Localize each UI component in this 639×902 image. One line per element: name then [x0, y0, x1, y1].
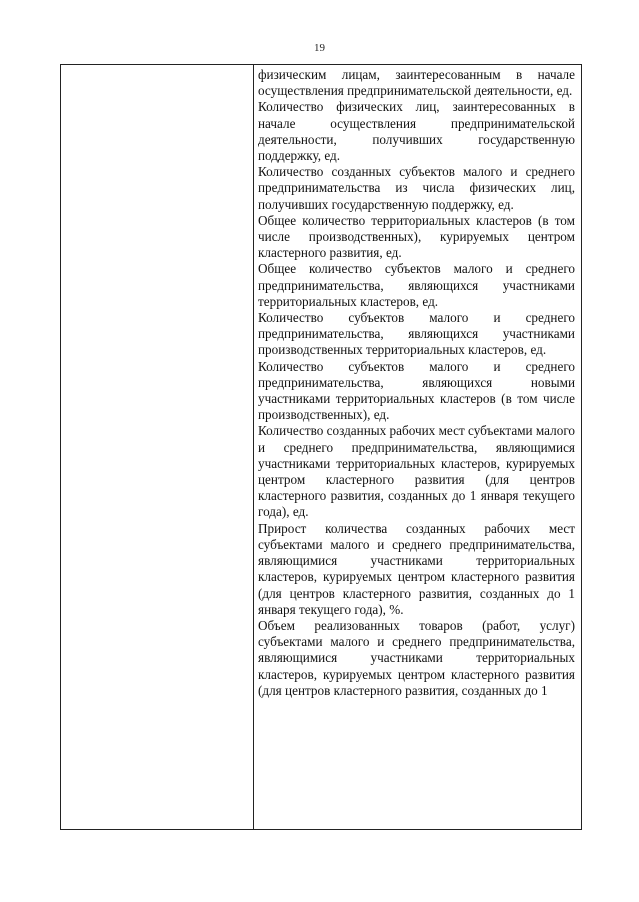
- page-number: 19: [314, 42, 325, 54]
- paragraph-4: Общее количество территориальных кластеров (в том числе производственных), курируемых центром кластерного развития, ед.: [258, 212, 575, 261]
- paragraph-10: Объем реализованных товаров (работ, услуг) субъектами малого и среднего предпринимательства, являющимися участниками территориальных кластеров, курируемых центром кластерного развития (для центров кластерного развития, созданных до 1: [258, 617, 575, 698]
- paragraph-8: Количество созданных рабочих мест субъектами малого и среднего предпринимательства, являющимися участниками территориальных кластеров, курируемых центром кластерного развития (для центров кластерного развития, созданных до 1 января текущего года), ед.: [258, 423, 575, 520]
- paragraph-5: Общее количество субъектов малого и среднего предпринимательства, являющихся участниками территориальных кластеров, ед.: [258, 261, 575, 309]
- table-cell-right: [254, 65, 582, 830]
- table-cell-left: [61, 65, 254, 830]
- paragraph-7: Количество субъектов малого и среднего предпринимательства, являющихся новыми участниками территориальных кластеров (в том числе производственных), ед.: [258, 358, 575, 423]
- paragraph-3: Количество созданных субъектов малого и среднего предпринимательства из числа физических лиц, получивших государственную поддержку, ед.: [258, 164, 575, 212]
- table-row: [61, 65, 582, 830]
- document-table: [60, 64, 582, 830]
- paragraph-2: Количество физических лиц, заинтересованных в начале осуществления предпринимательской деятельности, получивших государственную поддержку, ед.: [258, 99, 575, 164]
- paragraph-9: Прирост количества созданных рабочих мест субъектами малого и среднего предпринимательства, являющимися участниками территориальных кластеров, курируемых центром кластерного развития (для центров кластерного развития, созданных до 1 января текущего года), %.: [258, 520, 575, 617]
- paragraph-1: физическим лицам, заинтересованным в начале осуществления предпринимательской деятельности, ед.: [258, 67, 575, 99]
- paragraph-6: Количество субъектов малого и среднего предпринимательства, являющихся участниками производственных территориальных кластеров, ед.: [258, 310, 575, 358]
